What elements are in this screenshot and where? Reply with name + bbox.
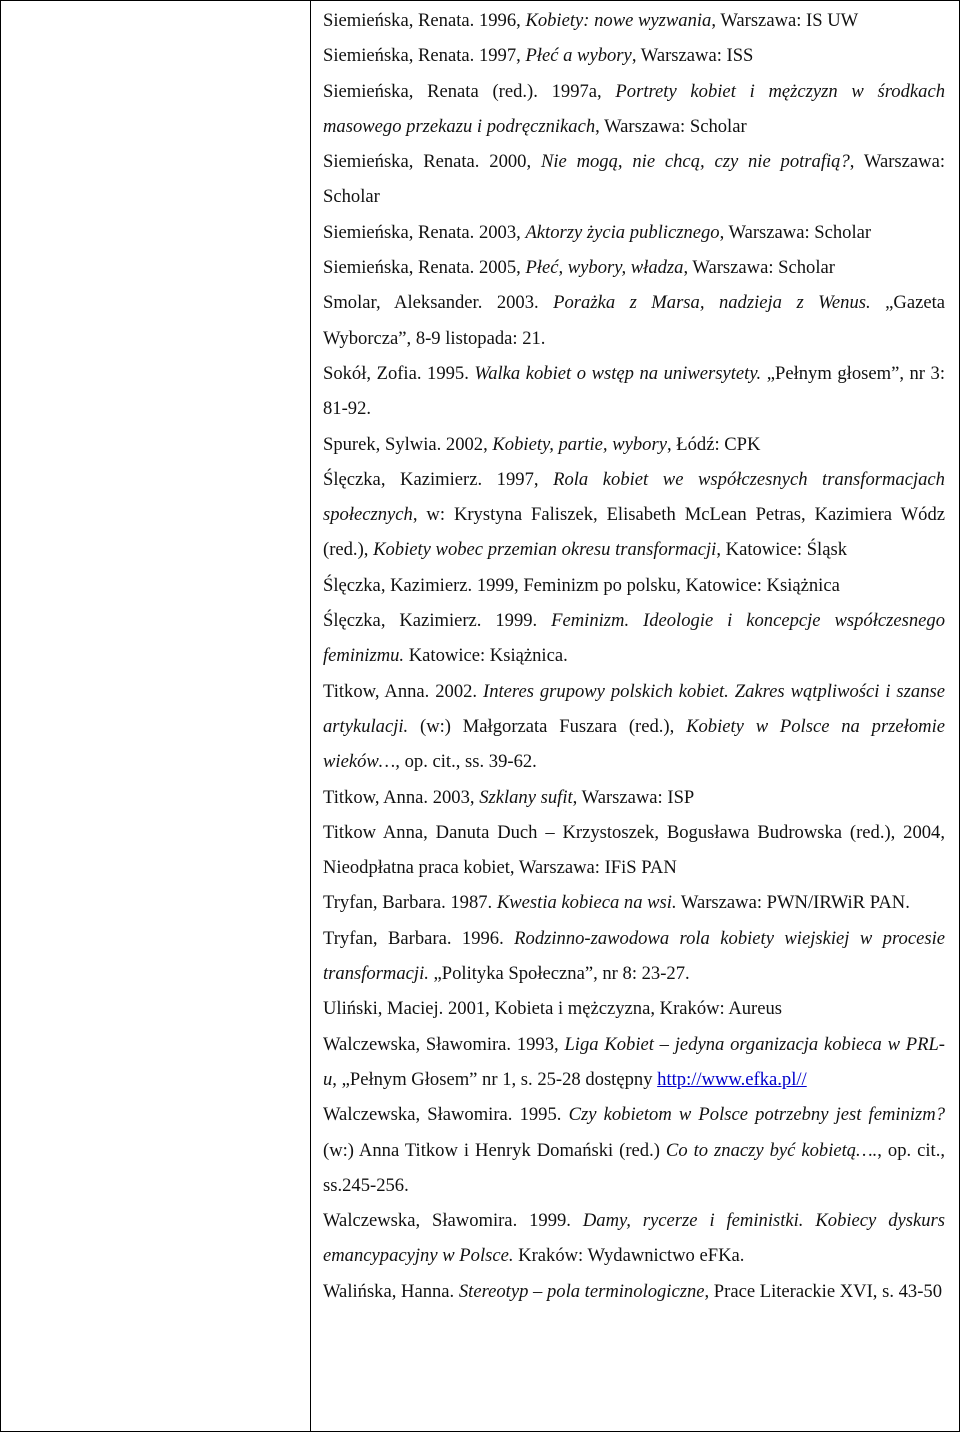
entry-title-italic: Kwestia kobieca na wsi.	[496, 892, 677, 914]
entry-title-italic: Kobiety w Polsce na przełomie wieków…,	[323, 715, 945, 773]
entry-text: Walczewska, Sławomira. 1995.	[323, 1104, 569, 1126]
entry-text: Walińska, Hanna.	[323, 1280, 459, 1302]
entry-text: , Katowice: Śląsk	[716, 539, 847, 561]
entry-title-italic: Płeć a wybory	[525, 45, 632, 67]
entry-title-italic: Czy kobietom w Polsce potrzebny jest feminizm?	[568, 1104, 945, 1126]
entry-text: „Pełnym głosem”, nr 3: 81-92.	[323, 362, 945, 420]
entry-text: Titkow Anna, Danuta Duch – Krzystoszek, Bogusława Budrowska (red.), 2004, Nieodpłatna praca kobiet, Warszawa: IFiS PAN	[323, 821, 945, 879]
entry-text: Sokół, Zofia. 1995.	[323, 362, 475, 384]
entry-title-italic: Kobiety wobec przemian okresu transformacji	[373, 539, 717, 561]
entry-title-italic: Stereotyp – pola terminologiczne	[458, 1280, 705, 1302]
entry-title-italic: Co to znaczy być kobietą….	[665, 1139, 878, 1161]
entry-text: Ślęczka, Kazimierz. 1997,	[323, 468, 554, 490]
entry-title-italic: Liga Kobiet – jedyna organizacja kobieca w PRL-u	[323, 1033, 945, 1090]
entry-text: Walczewska, Sławomira. 1993,	[323, 1033, 565, 1055]
bibliography-entry	[323, 674, 945, 780]
entry-title-italic: Interes grupowy polskich kobiet. Zakres wątpliwości i szanse artykulacji.	[323, 680, 945, 737]
entry-text: Ślęczka, Kazimierz. 1999.	[323, 610, 552, 632]
entry-title-italic: Kobiety: nowe wyzwania	[525, 10, 712, 31]
bibliography-entry	[323, 991, 945, 1026]
entry-text: , Warszawa: Scholar	[683, 257, 835, 279]
entry-text: Siemieńska, Renata (red.). 1997a,	[323, 80, 616, 102]
entry-title-italic: Płeć, wybory, władza	[525, 257, 684, 279]
entry-text: Titkow, Anna. 2003,	[323, 786, 480, 808]
bibliography-entry	[323, 462, 945, 568]
entry-text: , Warszawa: Scholar	[595, 115, 747, 137]
bibliography-entry	[323, 38, 945, 73]
entry-text: (w:) Małgorzata Fuszara (red.),	[408, 715, 687, 737]
entry-text: Siemieńska, Renata. 1997,	[323, 45, 526, 67]
entry-title-italic: Walka kobiet o wstęp na uniwersytety.	[474, 362, 762, 384]
entry-title-italic: Damy, rycerze i feministki. Kobiecy dyskurs emancypacyjny w Polsce.	[323, 1210, 945, 1267]
entry-text: Tryfan, Barbara. 1987.	[323, 892, 497, 914]
entry-title-italic: Porażka z Marsa, nadzieja z Wenus.	[553, 292, 871, 314]
bibliography-entry	[323, 603, 945, 674]
entry-text: , Warszawa: ISP	[572, 786, 695, 808]
entry-title-italic: Nie mogą, nie chcą, czy nie potrafią?	[540, 151, 850, 173]
entry-text: , Warszawa: IS UW	[711, 10, 859, 31]
entry-text: , Warszawa: Scholar	[323, 151, 945, 208]
bibliography-entry	[323, 885, 945, 920]
entry-text: Tryfan, Barbara. 1996.	[323, 927, 515, 949]
entry-text: „Gazeta Wyborcza”, 8-9 listopada: 21.	[323, 292, 945, 349]
bibliography-list	[323, 3, 945, 1309]
entry-text: , Łódź: CPK	[666, 433, 761, 455]
bibliography-entry	[323, 285, 945, 356]
bibliography-entry	[323, 815, 945, 886]
bibliography-entry	[323, 921, 945, 992]
entry-text: , Warszawa: ISS	[631, 45, 754, 67]
entry-text: Siemieńska, Renata. 2005,	[323, 257, 526, 279]
entry-text: , w: Krystyna Faliszek, Elisabeth McLean Petras, Kazimiera Wódz (red.),	[323, 504, 945, 561]
bibliography-entry	[323, 780, 945, 815]
entry-text: Siemieńska, Renata. 1996,	[323, 10, 526, 31]
entry-text: Uliński, Maciej. 2001, Kobieta i mężczyzna, Kraków: Aureus	[323, 998, 783, 1020]
entry-title-italic: Feminizm. Ideologie i koncepcje współczesnego feminizmu.	[323, 610, 945, 667]
entry-text: Katowice: Książnica.	[404, 645, 568, 667]
entry-text: (w:) Anna Titkow i Henryk Domański (red.)	[323, 1139, 666, 1161]
bibliography-entry	[323, 250, 945, 285]
entry-text: Spurek, Sylwia. 2002,	[323, 433, 493, 455]
entry-text: Siemieńska, Renata. 2000,	[323, 151, 541, 173]
bibliography-entry	[323, 568, 945, 603]
bibliography-entry	[323, 1097, 945, 1203]
table-column-divider	[310, 0, 311, 1432]
entry-text: , „Pełnym Głosem” nr 1, s. 25-28 dostępny	[332, 1068, 658, 1090]
entry-text: Warszawa: PWN/IRWiR PAN.	[676, 892, 910, 914]
bibliography-entry	[323, 74, 945, 145]
entry-text: Smolar, Aleksander. 2003.	[323, 292, 554, 314]
entry-text: „Polityka Społeczna”, nr 8: 23-27.	[428, 963, 690, 985]
entry-title-italic: Rola kobiet we współczesnych transformacjach społecznych	[323, 468, 945, 526]
entry-text: Walczewska, Sławomira. 1999.	[323, 1210, 583, 1232]
bibliography-entry	[323, 1274, 945, 1309]
entry-text: Siemieńska, Renata. 2003,	[323, 221, 526, 243]
entry-text: , Warszawa: Scholar	[719, 221, 872, 243]
url-link[interactable]: http://www.efka.pl//	[657, 1068, 807, 1090]
entry-title-italic: Kobiety, partie, wybory	[492, 433, 667, 455]
bibliography-entry	[323, 356, 945, 427]
bibliography-entry	[323, 3, 945, 38]
entry-text: , Prace Literackie XVI, s. 43-50	[704, 1280, 942, 1302]
bibliography-entry	[323, 427, 945, 462]
entry-title-italic: Szklany sufit	[479, 786, 573, 808]
entry-text: Titkow, Anna. 2002.	[323, 680, 483, 702]
entry-title-italic: Portrety kobiet i mężczyzn w środkach masowego przekazu i podręcznikach	[323, 80, 945, 137]
entry-text: Kraków: Wydawnictwo eFKa.	[513, 1245, 745, 1267]
bibliography-entry	[323, 1027, 945, 1098]
entry-title-italic: Aktorzy życia publicznego	[525, 221, 720, 243]
bibliography-entry	[323, 144, 945, 215]
entry-title-italic: Rodzinno-zawodowa rola kobiety wiejskiej w procesie transformacji.	[323, 927, 945, 985]
entry-text: op. cit., ss. 39-62.	[399, 751, 537, 773]
bibliography-entry	[323, 215, 945, 250]
bibliography-entry	[323, 1203, 945, 1274]
entry-text: Ślęczka, Kazimierz. 1999, Feminizm po polsku, Katowice: Książnica	[323, 574, 840, 596]
entry-text: , op. cit., ss.245-256.	[323, 1139, 946, 1196]
